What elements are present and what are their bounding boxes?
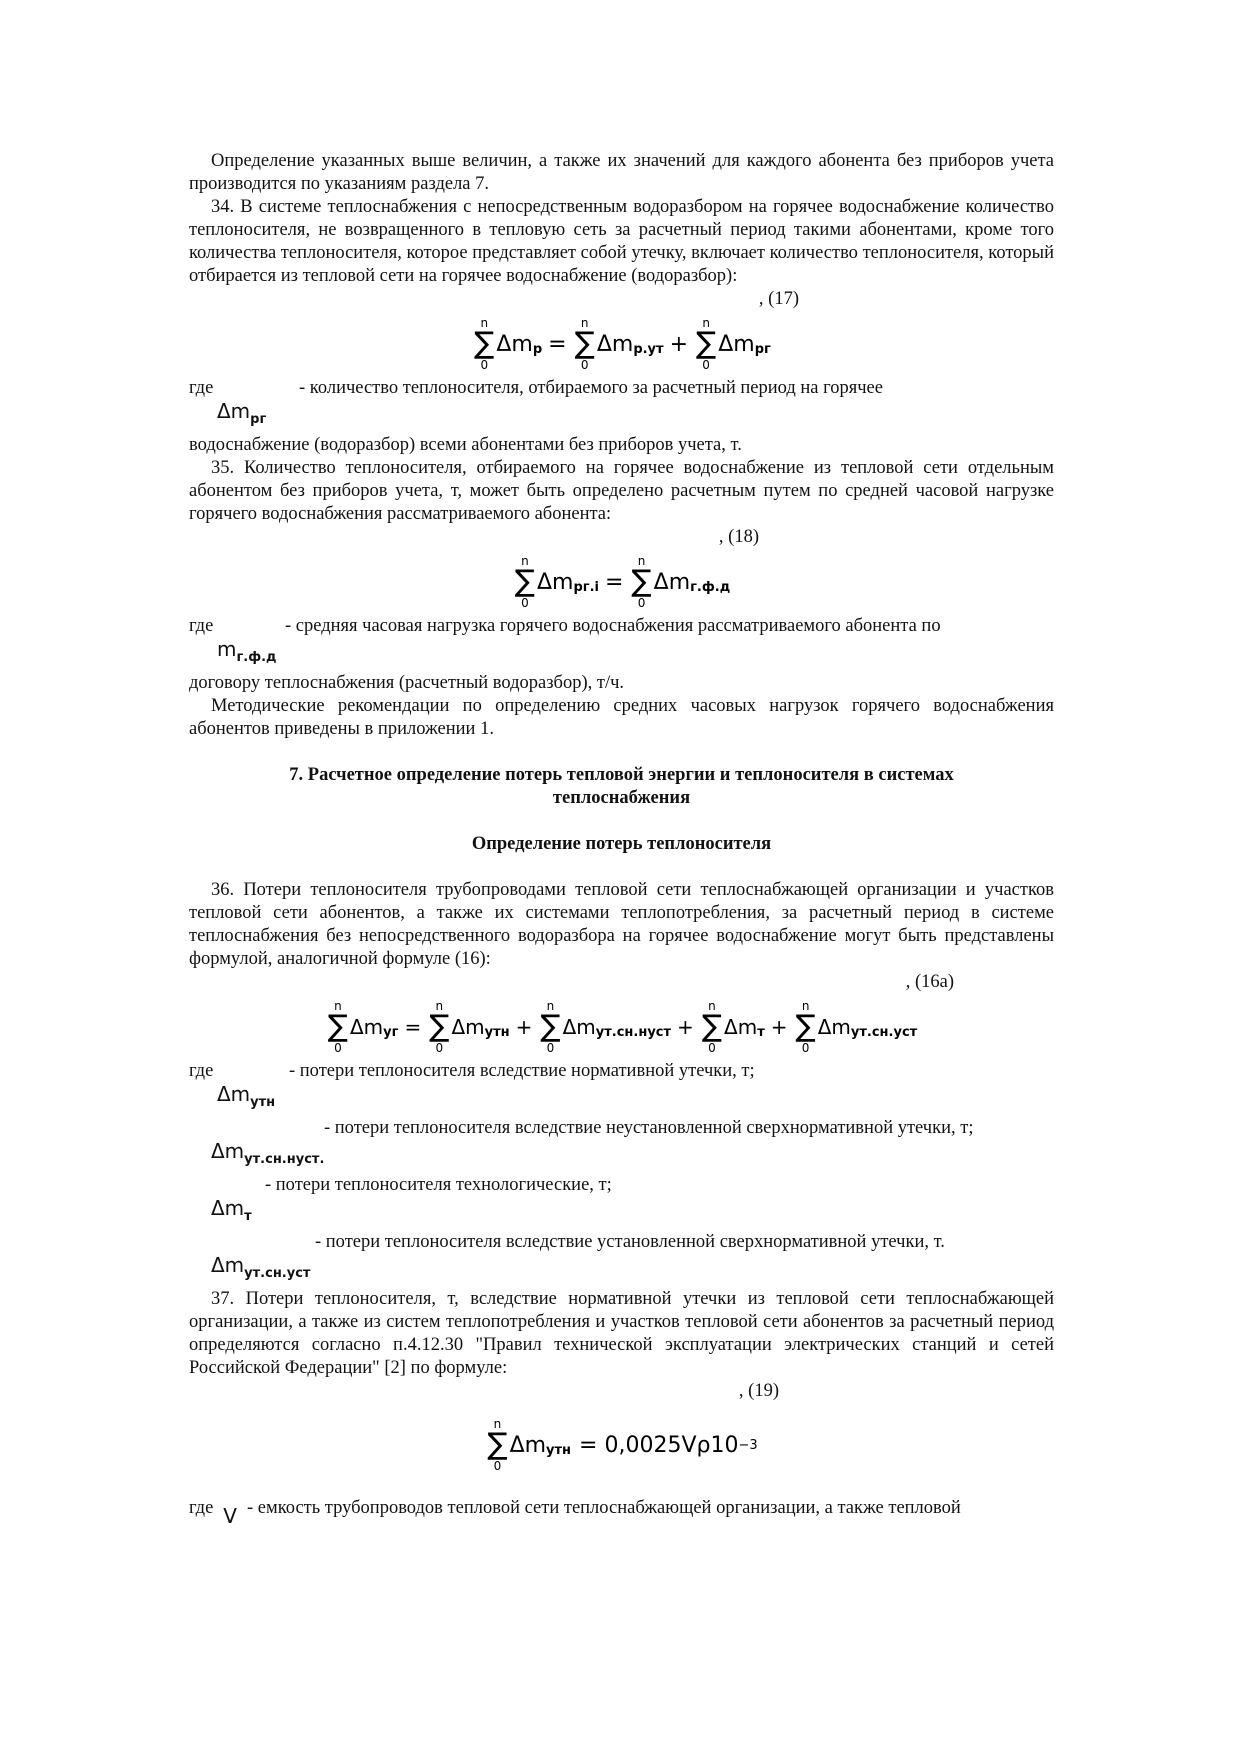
definition-18-continued: договору теплоснабжения (расчетный водоразбор), т/ч.: [189, 673, 625, 693]
sum-symbol: n ∑ 0: [574, 316, 595, 372]
paragraph-intro: Определение указанных выше величин, а также их значений для каждого абонента без приборов учета производится по указаниям раздела 7.: [189, 151, 1054, 194]
delta-m: Δm: [718, 331, 755, 357]
sum-symbol: n ∑ 0: [701, 999, 723, 1055]
symbol-dm-t: $\Delta m_т$: [211, 1196, 252, 1224]
section-heading: 7. Расчетное определение потерь тепловой энергии и теплоносителя в системах теплоснабжения: [289, 765, 954, 808]
formula-19: n ∑ 0 Δm утн = 0,0025Vρ10 −3: [487, 1417, 758, 1473]
symbol-dm-pg: $\Delta m_{рг}$: [217, 399, 267, 427]
sum-symbol: n ∑ 0: [795, 999, 816, 1055]
equation-number-16a: , (16а): [905, 972, 954, 992]
paragraph-34: 34. В системе теплоснабжения с непосредственным водоразбором на горячее водоснабжение количество теплоносителя, не возвращенного в тепловую сеть за расчетный период такими абонентами, кроме того количества теплоносителя, которое представляет собой утечку, включает количество теплоносителя, который отбирается из тепловой сети на горячее водоснабжение (водоразбор):: [189, 197, 1054, 286]
definition-text: - потери теплоносителя вследствие нормативной утечки, т;: [289, 1061, 755, 1081]
symbol-dm-utsust: $\Delta m_{ут.сн.уст}$: [211, 1253, 311, 1281]
sum-symbol: n ∑ 0: [487, 1417, 508, 1473]
equation-number-17: , (17): [758, 289, 799, 309]
symbol-v: V: [223, 1504, 237, 1528]
symbol-dm-utsnust: $\Delta m_{ут.сн.нуст.}$: [211, 1139, 325, 1167]
definition-text: - средняя часовая нагрузка горячего водоснабжения рассматриваемого абонента по: [285, 616, 941, 636]
formula-18: n ∑ 0 Δm рг.i = n ∑ 0 Δm г.ф.д: [514, 554, 731, 610]
sum-symbol: n ∑ 0: [514, 554, 535, 610]
formula-16a: n ∑ 0 Δm уг = n ∑ 0 Δm утн + n ∑ 0 Δm ут.сн.нуст + n ∑ 0 Δm т + n ∑ 0 Δm ут.сн.уст: [327, 999, 918, 1055]
sum-symbol: n ∑ 0: [327, 999, 348, 1055]
formula-17: n ∑ 0 Δm р = n ∑ 0 Δm р.ут + n ∑ 0 Δm рг: [474, 316, 771, 372]
definition-utsnust: - потери теплоносителя вследствие неустановленной сверхнормативной утечки, т;: [324, 1118, 974, 1138]
paragraph-35: 35. Количество теплоносителя, отбираемого на горячее водоснабжение из тепловой сети отдельным абонентом без приборов учета, т, может быть определено расчетным путем по средней часовой нагрузке горячего водоснабжения рассматриваемого абонента:: [189, 458, 1054, 524]
equation-number-19: , (19): [738, 1381, 779, 1401]
definition-text: - емкость трубопроводов тепловой сети теплоснабжающей организации, а также тепловой: [246, 1498, 961, 1518]
document-page: [189, 150, 1054, 1528]
definition-utn: где - потери теплоносителя вследствие нормативной утечки, т;: [189, 1061, 755, 1081]
definition-t: - потери теплоносителя технологические, т;: [265, 1175, 612, 1195]
sum-symbol: n ∑ 0: [696, 316, 717, 372]
sum-symbol: n ∑ 0: [429, 999, 450, 1055]
sum-symbol: n ∑ 0: [474, 316, 495, 372]
definition-text: - количество теплоносителя, отбираемого за расчетный период на горячее: [299, 378, 883, 398]
definition-utsust: - потери теплоносителя вследствие установленной сверхнормативной утечки, т.: [315, 1232, 945, 1252]
delta-m: Δm: [496, 331, 533, 357]
definition-17-continued: водоснабжение (водоразбор) всеми абонентами без приборов учета, т.: [189, 435, 742, 455]
equation-number-18: , (18): [718, 527, 759, 547]
delta-m: Δm: [596, 331, 634, 357]
definition-v: где V - емкость трубопроводов тепловой сети теплоснабжающей организации, а также тепловой: [189, 1498, 961, 1528]
symbol-dm-utn: $\Delta m_{утн}$: [217, 1082, 276, 1110]
symbol-m-gfd: $m_{г.ф.д}$: [217, 637, 277, 665]
definition-17: где - количество теплоносителя, отбираемого за расчетный период на горячее: [189, 377, 1054, 400]
paragraph-37: 37. Потери теплоносителя, т, вследствие нормативной утечки из тепловой сети теплоснабжающей организации, а также из систем теплопотребления и участков тепловой сети абонентов за расчетный период определяются согласно п.4.12.30 "Правил технической эксплуатации электрических станций и сетей Российской Федерации" [2] по формуле:: [189, 1289, 1054, 1378]
sum-symbol: n ∑ 0: [631, 554, 652, 610]
subsection-heading: Определение потерь теплоносителя: [471, 834, 772, 854]
sum-symbol: n ∑ 0: [540, 999, 561, 1055]
definition-18: где - средняя часовая нагрузка горячего водоснабжения рассматриваемого абонента по: [189, 615, 1054, 638]
paragraph-36: 36. Потери теплоносителя трубопроводами тепловой сети теплоснабжающей организации и участков тепловой сети абонентов, а также их системами теплопотребления, за расчетный период в системе теплоснабжения без непосредственного водоразбора на горячее водоснабжение могут быть представлены формулой, аналогичной формуле (16):: [189, 880, 1054, 969]
paragraph-method: Методические рекомендации по определению средних часовых нагрузок горячего водоснабжения абонентов приведены в приложении 1.: [189, 696, 1054, 739]
